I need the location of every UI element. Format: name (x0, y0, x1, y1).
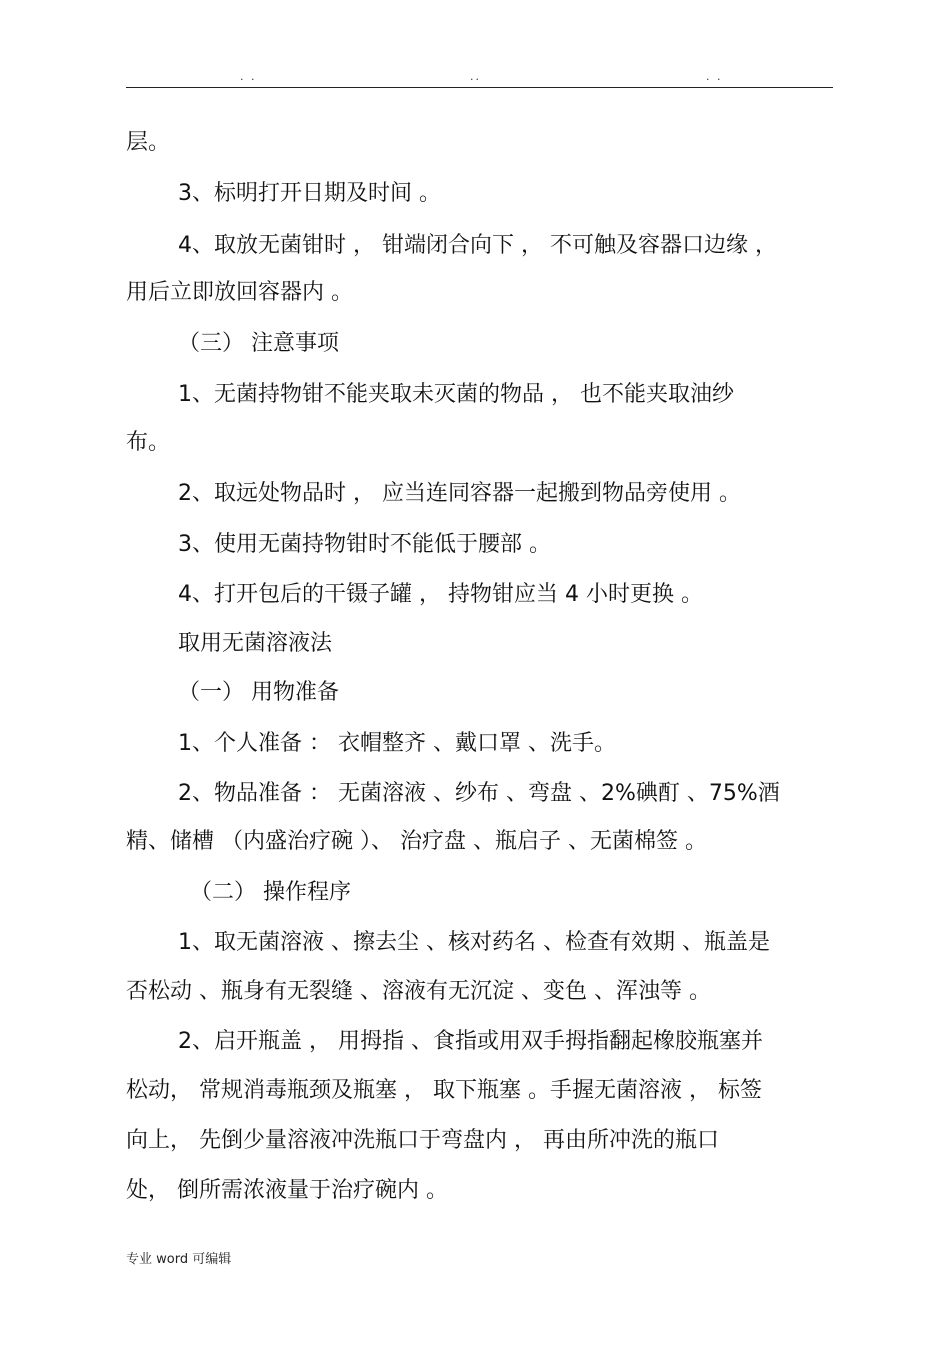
text-line: 2、物品准备 ： 无菌溶液 、纱布 、弯盘 、2%碘酊 、75%酒 (178, 781, 780, 806)
header-rule (126, 87, 833, 88)
page-footer: 专业 word 可编辑 (126, 1252, 232, 1267)
text-line: 2、取远处物品时 ， 应当连同容器一起搬到物品旁使用 。 (178, 481, 741, 506)
text-line: 否松动 、瓶身有无裂缝 、溶液有无沉淀 、变色 、浑浊等 。 (126, 979, 711, 1004)
text-line: 用后立即放回容器内 。 (126, 280, 353, 305)
text-line: 布。 (126, 430, 171, 455)
text-line: 2、启开瓶盖 ， 用拇指 、食指或用双手拇指翻起橡胶瓶塞并 (178, 1029, 763, 1054)
section-heading: （二） 操作程序 (190, 880, 351, 905)
text-line: 松动， 常规消毒瓶颈及瓶塞 ， 取下瓶塞 。手握无菌溶液 ， 标签 (126, 1078, 762, 1103)
text-line: 1、个人准备 ： 衣帽整齐 、戴口罩 、洗手。 (178, 731, 616, 756)
header-dots-center: .. (470, 70, 481, 83)
section-title: 取用无菌溶液法 (178, 631, 333, 656)
text-line: 1、无菌持物钳不能夹取未灭菌的物品 ， 也不能夹取油纱 (178, 382, 734, 407)
text-line: 层。 (126, 130, 171, 155)
text-line: 3、使用无菌持物钳时不能低于腰部 。 (178, 532, 551, 557)
text-line: 1、取无菌溶液 、擦去尘 、核对药名 、检查有效期 、瓶盖是 (178, 930, 770, 955)
section-heading: （一） 用物准备 (178, 680, 339, 705)
text-line: 向上， 先倒少量溶液冲洗瓶口于弯盘内 ， 再由所冲洗的瓶口 (126, 1128, 719, 1153)
text-line: 4、取放无菌钳时 ， 钳端闭合向下 ， 不可触及容器口边缘 ， (178, 233, 777, 258)
section-heading: （三） 注意事项 (178, 331, 339, 356)
header-dots-left: . . (240, 70, 257, 83)
text-line: 3、标明打开日期及时间 。 (178, 181, 441, 206)
text-line: 4、打开包后的干镊子罐 ， 持物钳应当 4 小时更换 。 (178, 582, 703, 607)
text-line: 精、储槽 （内盛治疗碗 ）、 治疗盘 、瓶启子 、无菌棉签 。 (126, 829, 707, 854)
text-line: 处， 倒所需浓液量于治疗碗内 。 (126, 1178, 448, 1203)
header-dots-right: . . (706, 70, 723, 83)
